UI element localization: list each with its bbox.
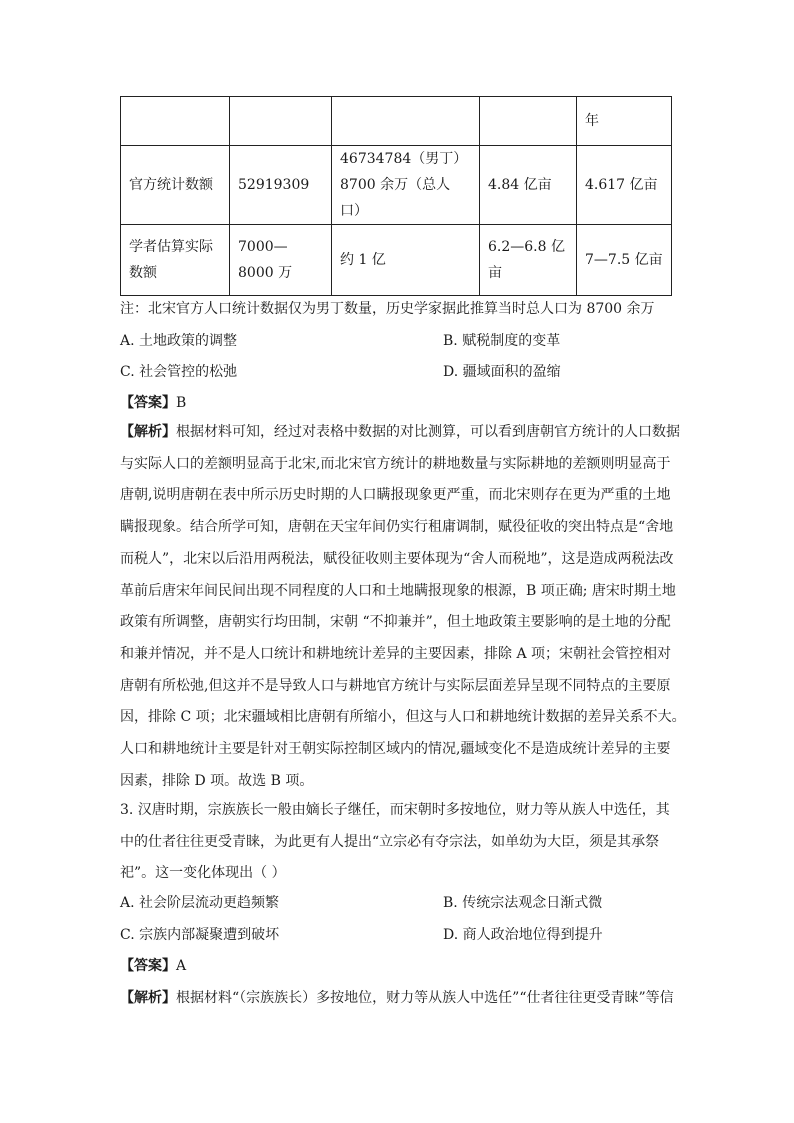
q3-analysis [120, 983, 680, 1015]
row-label-official: 官方统计数额 [121, 146, 230, 225]
analysis-line: 瞒报现象。结合所学可知，唐朝在天宝年间仍实行租庸调制，赋役征收的突出特点是“舍地 [120, 519, 674, 536]
table-cell: 7—7.5 亿亩 [577, 225, 672, 296]
answer-tag: 【答案】 [120, 395, 176, 411]
stem-line: 3. 汉唐时期，宗族族长一般由嫡长子继任，而宋朝时多按地位，财力等从族人中选任，其 [120, 802, 670, 818]
table-cell: 4.84 亿亩 [480, 146, 577, 225]
analysis-line: 而税人”，北宋以后沿用两税法，赋役征收则主要体现为“舍人而税地”，这是造成两税法改 [120, 550, 674, 567]
analysis-line: 【解析】根据材料“（宗族族长）多按地位，财力等从族人中选任”“仕者往往更受青睐”等信 [120, 990, 674, 1006]
q3-stem [120, 795, 680, 890]
analysis-tag: 【解析】 [120, 424, 176, 440]
answer-value: A [176, 958, 187, 974]
table-cell [332, 146, 480, 225]
answer-value: B [176, 395, 187, 411]
table-cell [332, 97, 480, 146]
analysis-line: 因素，排除 D 项。故选 B 项。 [120, 772, 314, 789]
table-row [121, 97, 672, 146]
analysis-line: 因，排除 C 项；北宋疆域相比唐朝有所缩小，但这与人口和耕地统计数据的差异关系不大。 [120, 709, 686, 726]
q3-option-b: B. 传统宗法观念日渐式微 [443, 895, 603, 911]
analysis-line: 【解析】根据材料可知，经过对表格中数据的对比测算，可以看到唐朝官方统计的人口数据 [120, 424, 680, 440]
analysis-line: 政策有所调整，唐朝实行均田制，宋朝 “不抑兼并”，但土地政策主要影响的是土地的分配 [120, 614, 671, 631]
cell-line: 数额 [129, 265, 157, 281]
analysis-line: 和兼并情况，并不是人口统计和耕地统计差异的主要因素，排除 A 项；宋朝社会管控相对 [120, 645, 672, 662]
table-row [121, 146, 672, 225]
cell-line: 46734784（男丁） [340, 151, 468, 167]
q3-option-d: D. 商人政治地位得到提升 [443, 927, 603, 943]
row-label-estimate [121, 225, 230, 296]
q2-answer [120, 392, 186, 412]
q2-option-a: A. 土地政策的调整 [120, 333, 238, 349]
cell-line: 8700 余万（总人口） [340, 177, 451, 219]
analysis-line: 革前后唐宋年间民间出现不同程度的人口和土地瞒报现象的根源，B 项正确; 唐宋时期土地 [120, 582, 676, 599]
q2-analysis [120, 417, 686, 797]
q3-answer [120, 955, 186, 975]
q2-option-c: C. 社会管控的松弛 [120, 364, 238, 380]
stem-line: 祀”。这一变化体现出（ ） [120, 865, 286, 882]
q2-option-d: D. 疆域面积的盈缩 [443, 364, 561, 380]
table-cell: 年 [577, 97, 672, 146]
table-row [121, 225, 672, 296]
analysis-tag: 【解析】 [120, 990, 176, 1006]
table-cell: 7000—8000 万 [230, 225, 332, 296]
cell-line: 学者估算实际 [129, 239, 213, 255]
q2-option-b: B. 赋税制度的变革 [443, 333, 561, 349]
table-cell: 52919309 [230, 146, 332, 225]
table-note: 注：北宋官方人口统计数据仅为男丁数量，历史学家据此推算当时总人口为 8700 余万 [120, 301, 655, 317]
answer-tag: 【答案】 [120, 958, 176, 974]
table-cell [121, 97, 230, 146]
stem-line: 中的仕者往往更受青睐，为此更有人提出“立宗必有夺宗法，如单幼为大臣，须是其承祭 [120, 833, 660, 850]
statistics-table [120, 96, 672, 296]
table-cell [480, 97, 577, 146]
table-cell: 6.2—6.8 亿亩 [480, 225, 577, 296]
analysis-line: 唐朝,说明唐朝在表中所示历史时期的人口瞒报现象更严重，而北宋则存在更为严重的土地 [120, 487, 671, 504]
analysis-line: 人口和耕地统计主要是针对王朝实际控制区域内的情况,疆域变化不是造成统计差异的主要 [120, 741, 671, 758]
table-cell: 4.617 亿亩 [577, 146, 672, 225]
q3-option-a: A. 社会阶层流动更趋频繁 [120, 895, 280, 911]
table-cell: 约 1 亿 [332, 225, 480, 296]
q3-option-c: C. 宗族内部凝聚遭到破坏 [120, 927, 280, 943]
analysis-line: 唐朝有所松弛,但这并不是导致人口与耕地官方统计与实际层面差异呈现不同特点的主要原 [120, 677, 671, 694]
table-cell [230, 97, 332, 146]
analysis-line: 与实际人口的差额明显高于北宋,而北宋官方统计的耕地数量与实际耕地的差额则明显高于 [120, 455, 671, 472]
